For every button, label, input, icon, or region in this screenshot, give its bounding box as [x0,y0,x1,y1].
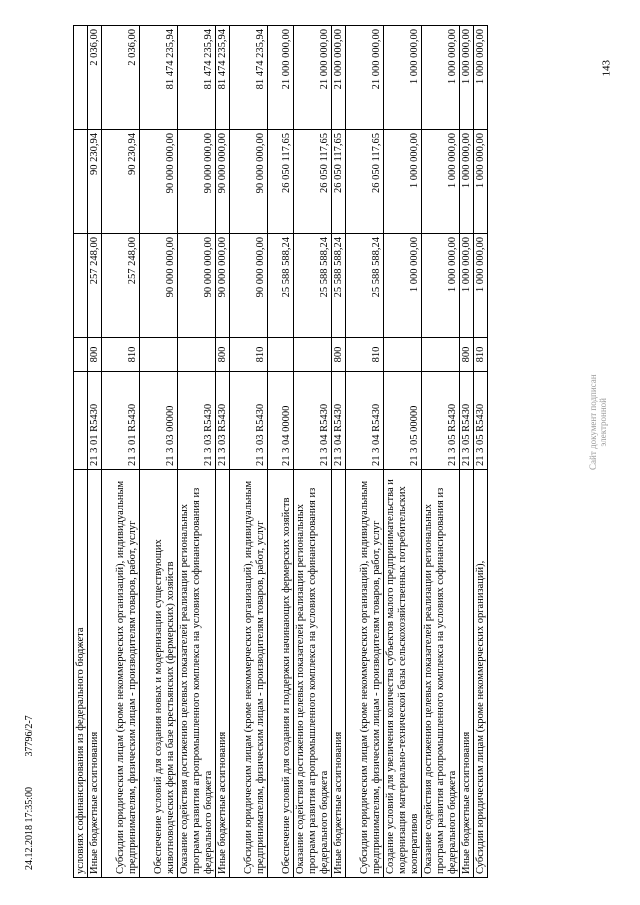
table-row [88,26,102,878]
row-amount-2-cell: 1 000 000,00 [422,130,460,234]
budget-table-body [74,26,488,878]
table-row [140,26,178,878]
row-amount-2-cell [74,130,88,234]
row-name-cell: Субсидии юридическим лицам (кроме некоммерческих организаций), индивидуальным предпринимателям, физическим лицам - производителям товаров, работ, услуг [230,470,268,878]
table-row [346,26,384,878]
row-amount-3-cell [74,26,88,130]
row-amount-3-cell: 21 000 000,00 [268,26,294,130]
row-amount-3-cell: 21 000 000,00 [332,26,346,130]
row-amount-1-cell: 90 000 000,00 [178,234,216,338]
row-vr-cell: 810 [346,338,384,372]
row-code-cell: 21 3 05 R5430 [474,372,488,470]
row-amount-2-cell: 90 000 000,00 [230,130,268,234]
row-amount-1-cell: 90 000 000,00 [230,234,268,338]
row-amount-1-cell: 90 000 000,00 [216,234,230,338]
row-amount-3-cell: 21 000 000,00 [346,26,384,130]
row-code-cell: 21 3 04 R5430 [294,372,332,470]
row-name-cell: Субсидии юридическим лицам (кроме некоммерческих организаций), индивидуальным предпринимателям, физическим лицам - производителям товаров, работ, услуг [102,470,140,878]
row-amount-2-cell: 26 050 117,65 [294,130,332,234]
table-row [230,26,268,878]
row-name-cell: Иные бюджетные ассигнования [216,470,230,878]
row-amount-3-cell: 2 036,00 [88,26,102,130]
row-amount-3-cell: 1 000 000,00 [460,26,474,130]
row-name-cell: Субсидии юридическим лицам (кроме некоммерческих организаций), [474,470,488,878]
row-name-cell: Иные бюджетные ассигнования [332,470,346,878]
row-vr-cell [178,338,216,372]
row-code-cell [74,372,88,470]
row-code-cell: 21 3 01 R5430 [88,372,102,470]
signature-stamp [588,374,608,470]
row-code-cell: 21 3 04 R5430 [346,372,384,470]
row-vr-cell: 810 [230,338,268,372]
row-vr-cell [268,338,294,372]
row-name-cell: Обеспечение условий для создания и поддержки начинающих фермерских хозяйств [268,470,294,878]
row-vr-cell: 800 [332,338,346,372]
table-row [460,26,474,878]
row-amount-3-cell: 1 000 000,00 [384,26,422,130]
table-row [422,26,460,878]
footer-doc-id: 37796/2-7 [24,715,35,757]
row-code-cell: 21 3 01 R5430 [102,372,140,470]
row-amount-3-cell: 1 000 000,00 [474,26,488,130]
stamp-line-1: Сайт документ подписан [588,374,598,470]
table-row [294,26,332,878]
budget-table [73,25,488,878]
row-vr-cell: 800 [460,338,474,372]
row-code-cell: 21 3 04 R5430 [332,372,346,470]
page-number: 143 [600,60,612,77]
row-code-cell: 21 3 05 R5430 [460,372,474,470]
row-amount-3-cell: 1 000 000,00 [422,26,460,130]
footer-datetime: 24.12.2018 17:35:00 [24,786,35,870]
row-vr-cell: 800 [88,338,102,372]
row-amount-2-cell: 90 230,94 [102,130,140,234]
row-amount-3-cell: 81 474 235,94 [178,26,216,130]
table-row [178,26,216,878]
row-amount-2-cell: 1 000 000,00 [474,130,488,234]
table-row [74,26,88,878]
row-name-cell: Создание условий для увеличения количества субъектов малого предпринимательства и модернизация материально-технической базы сельскохозяйственных потребительских кооперативов [384,470,422,878]
row-name-cell: Оказание содействия достижению целевых показателей реализации региональных программ развития агропромышленного комплекса на условиях софинансирования из федерального бюджета [178,470,216,878]
row-vr-cell: 810 [474,338,488,372]
row-name-cell: Обеспечение условий для создания новых и модернизации существующих животноводческих ферм на базе крестьянских (фермерских) хозяйств [140,470,178,878]
row-vr-cell [384,338,422,372]
row-amount-1-cell: 90 000 000,00 [140,234,178,338]
row-amount-2-cell: 1 000 000,00 [460,130,474,234]
row-amount-1-cell: 1 000 000,00 [422,234,460,338]
row-code-cell: 21 3 05 R5430 [422,372,460,470]
table-row [102,26,140,878]
table-row [216,26,230,878]
budget-sheet [73,26,588,878]
row-amount-2-cell: 90 000 000,00 [216,130,230,234]
table-row [268,26,294,878]
row-amount-2-cell: 90 000 000,00 [178,130,216,234]
row-vr-cell [140,338,178,372]
row-amount-2-cell: 1 000 000,00 [384,130,422,234]
row-amount-2-cell: 90 000 000,00 [140,130,178,234]
row-amount-3-cell: 81 474 235,94 [140,26,178,130]
table-row [332,26,346,878]
row-name-cell: Иные бюджетные ассигнования [460,470,474,878]
row-amount-2-cell: 26 050 117,65 [268,130,294,234]
table-row [384,26,422,878]
row-amount-1-cell: 25 588 588,24 [294,234,332,338]
row-amount-1-cell: 257 248,00 [88,234,102,338]
row-vr-cell: 800 [216,338,230,372]
row-amount-2-cell: 26 050 117,65 [332,130,346,234]
row-name-cell: условиях софинансирования из федерального бюджета [74,470,88,878]
row-amount-2-cell: 90 230,94 [88,130,102,234]
row-code-cell: 21 3 03 R5430 [178,372,216,470]
row-code-cell: 21 3 03 00000 [140,372,178,470]
row-vr-cell [294,338,332,372]
row-name-cell: Иные бюджетные ассигнования [88,470,102,878]
row-amount-1-cell: 1 000 000,00 [474,234,488,338]
row-code-cell: 21 3 04 00000 [268,372,294,470]
row-code-cell: 21 3 05 00000 [384,372,422,470]
row-vr-cell [422,338,460,372]
row-amount-1-cell: 1 000 000,00 [460,234,474,338]
row-name-cell: Субсидии юридическим лицам (кроме некоммерческих организаций), индивидуальным предпринимателям, физическим лицам - производителям товаров, работ, услуг [346,470,384,878]
table-row [474,26,488,878]
row-name-cell: Оказание содействия достижению целевых показателей реализации региональных программ развития агропромышленного комплекса на условиях софинансирования из федерального бюджета [294,470,332,878]
row-amount-2-cell: 26 050 117,65 [346,130,384,234]
row-name-cell: Оказание содействия достижению целевых показателей реализации региональных программ развития агропромышленного комплекса на условиях софинансирования из федерального бюджета [422,470,460,878]
page-footer [24,687,35,870]
row-code-cell: 21 3 03 R5430 [216,372,230,470]
row-vr-cell [74,338,88,372]
row-amount-3-cell: 81 474 235,94 [230,26,268,130]
row-amount-1-cell: 25 588 588,24 [268,234,294,338]
stamp-line-2: электронной [598,398,608,447]
row-amount-1-cell: 25 588 588,24 [346,234,384,338]
row-amount-1-cell [74,234,88,338]
row-vr-cell: 810 [102,338,140,372]
row-amount-1-cell: 257 248,00 [102,234,140,338]
row-amount-3-cell: 81 474 235,94 [216,26,230,130]
row-amount-1-cell: 25 588 588,24 [332,234,346,338]
row-amount-1-cell: 1 000 000,00 [384,234,422,338]
row-amount-3-cell: 2 036,00 [102,26,140,130]
row-amount-3-cell: 21 000 000,00 [294,26,332,130]
row-code-cell: 21 3 03 R5430 [230,372,268,470]
